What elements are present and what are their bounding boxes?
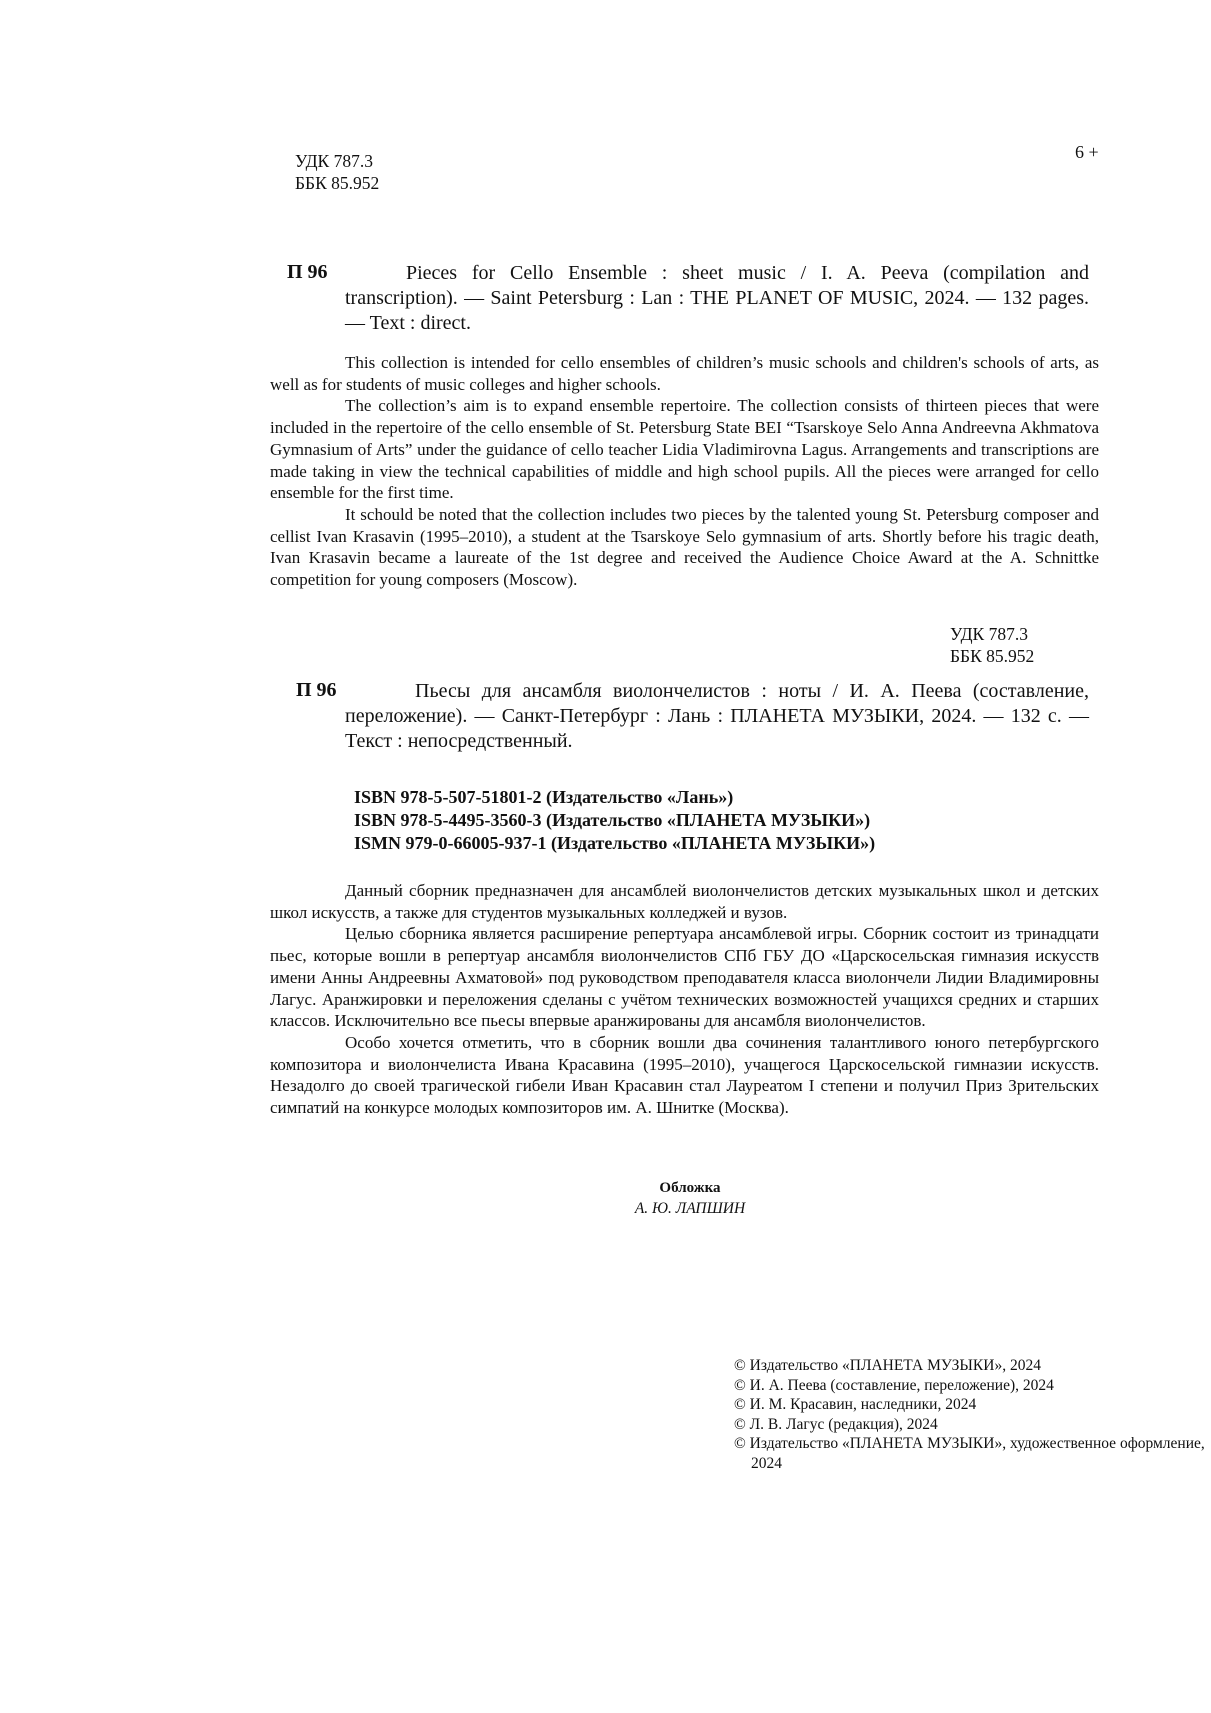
udk-code: УДК 787.3 [295, 151, 373, 171]
bibliographic-record-ru: Пьесы для ансамбля виолончелистов : ноты / И. А. Пеева (составление, переложение). — Санкт-Петербург : Лань : ПЛАНЕТА МУЗЫКИ, 2024. — 132 с. — Текст : непосредственный. [345, 680, 1089, 752]
cover-credit-title: Обложка [659, 1180, 721, 1196]
isbn-line: ISBN 978-5-4495-3560-3 (Издательство «ПЛАНЕТА МУЗЫКИ») [354, 810, 871, 830]
ismn-line: ISMN 979-0-66005-937-1 (Издательство «ПЛАНЕТА МУЗЫКИ») [354, 833, 876, 853]
copyright-line: © Издательство «ПЛАНЕТА МУЗЫКИ», художественное оформление, 2024 [734, 1435, 1205, 1472]
classification-ru [950, 623, 1034, 667]
copyright-block [734, 1356, 1211, 1474]
abstract-paragraph: It schould be noted that the collection includes two pieces by the talented young St. Petersburg composer and cellist Ivan Krasavin (1995–2010), a student at the Tsarskoye Selo gymnasium of arts. Shortly before his tragic death, Ivan Krasavin became a laureate of the 1st degree and received the Audience Choice Award at the A. Schnittke competition for young composers (Moscow). [270, 504, 1099, 590]
abstract-paragraph: The collection’s aim is to expand ensemble repertoire. The collection consists of thirteen pieces that were included in the repertoire of the cello ensemble of St. Petersburg State BEI “Tsarskoye Selo Anna Andreevna Akhmatova Gymnasium of Arts” under the guidance of cello teacher Lidia Vladimirovna Lagus. Arrangements and transcriptions are made taking in view the technical capabilities of middle and high school pupils. All the pieces were arranged for cello ensemble for the first time. [270, 396, 1099, 503]
classification-top [295, 150, 379, 194]
bbk-code: ББК 85.952 [950, 646, 1035, 666]
abstract-paragraph: This collection is intended for cello ensembles of children’s music schools and children's schools of arts, as well as for students of music colleges and higher schools. [270, 353, 1099, 394]
copyright-line: © Л. В. Лагус (редакция), 2024 [734, 1415, 938, 1433]
bibliographic-record-en: Pieces for Cello Ensemble : sheet music / I. A. Peeva (compilation and transcription). — Saint Petersburg : Lan : THE PLANET OF MUSIC, 2024. — 132 pages. — Text : direct. [345, 262, 1089, 334]
age-rating: 6 + [1075, 142, 1099, 162]
isbn-line: ISBN 978-5-507-51801-2 (Издательство «Лань») [354, 787, 734, 807]
udk-code: УДК 787.3 [950, 624, 1028, 644]
author-index-ru: П 96 [296, 679, 337, 701]
copyright-line: © И. А. Пеева (составление, переложение), 2024 [734, 1376, 1054, 1394]
abstract-en [270, 352, 1099, 591]
author-index-en: П 96 [287, 261, 328, 283]
copyright-line: © И. М. Красавин, наследники, 2024 [734, 1396, 977, 1414]
copyright-line: © Издательство «ПЛАНЕТА МУЗЫКИ», 2024 [734, 1357, 1041, 1374]
abstract-paragraph: Особо хочется отметить, что в сборник вошли два сочинения талантливого юного петербургского композитора и виолончелиста Ивана Красавина (1995–2010), учащегося Царскосельской гимназии искусств. Незадолго до своей трагической гибели Иван Красавин стал Лауреатом I степени и получил Приз Зрительских симпатий на конкурсе молодых композиторов им. А. Шнитке (Москва). [270, 1032, 1099, 1118]
isbn-block [354, 786, 875, 855]
cover-designer: А. Ю. ЛАПШИН [634, 1200, 746, 1217]
bbk-code: ББК 85.952 [295, 173, 380, 193]
abstract-paragraph: Целью сборника является расширение репертуара ансамблевой игры. Сборник состоит из тринадцати пьес, которые вошли в репертуар ансамбля виолончелистов СПб ГБУ ДО «Царскосельская гимназия искусств имени Анны Андреевны Ахматовой» под руководством преподавателя класса виолончели Лидии Владимировны Лагус. Аранжировки и переложения сделаны с учётом технических возможностей учащихся средних и старших классов. Исключительно все пьесы впервые аранжированы для ансамбля виолончелистов. [270, 924, 1099, 1031]
abstract-paragraph: Данный сборник предназначен для ансамблей виолончелистов детских музыкальных школ и детских школ искусств, а также для студентов музыкальных колледжей и вузов. [270, 881, 1099, 922]
abstract-ru [270, 880, 1099, 1119]
